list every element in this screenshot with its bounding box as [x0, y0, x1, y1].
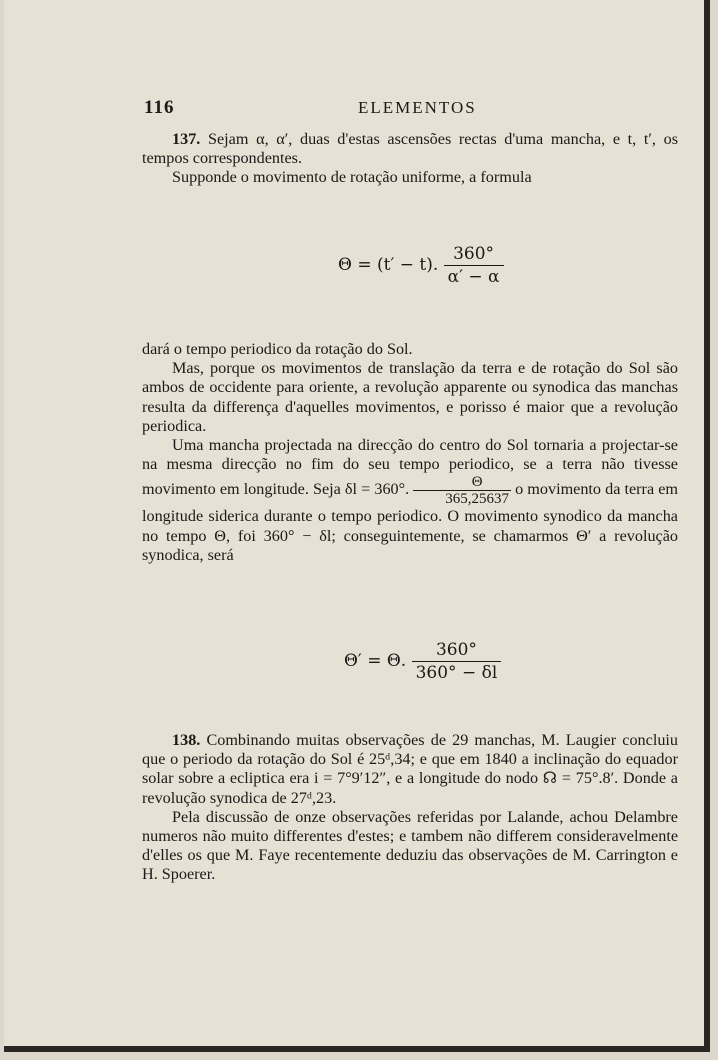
- section-137-body: [142, 340, 678, 565]
- formula-rotation-period: [338, 244, 504, 287]
- section-138: [142, 731, 678, 885]
- section-number: 138.: [172, 731, 201, 749]
- denominator: 365,25637: [413, 490, 511, 507]
- fraction: [444, 244, 504, 287]
- paragraph: Mas, porque os movimentos de translação da terra e de rotação do Sol são ambos de occidente para oriente, a revolução apparente ou synodica das manchas resulta da differença d'aquelles movimentos, e porisso é maior que a revolução periodica.: [142, 359, 678, 435]
- text: Sejam α, α′, duas d'estas ascensões rectas d'uma mancha, e t, t′, os tempos correspondentes.: [142, 130, 678, 168]
- paragraph: [142, 130, 678, 168]
- text: Uma mancha projectada na direcção do centro do Sol tornaria a projectar-se na mesma direcção no fim do seu tempo periodico, se a terra não tivesse movimento em longitude. Seja δl = 360°.: [142, 436, 678, 499]
- paragraph: dará o tempo periodico da rotação do Sol.: [142, 340, 413, 358]
- denominator: α′ − α: [444, 265, 504, 287]
- paragraph: Supponde o movimento de rotação uniforme, a formula: [172, 168, 532, 187]
- page-number: 116: [144, 97, 175, 118]
- numerator: 360°: [435, 640, 477, 660]
- text: o movimento da terra em longitude siderica durante o tempo periodico. O movimento synodico da mancha no tempo Θ, foi 360° − δl; conseguintemente, se chamarmos Θ′ a revolução synodica, será: [142, 480, 678, 564]
- section-137-intro: [142, 130, 678, 188]
- paragraph: Pela discussão de onze observações referidas por Lalande, achou Delambre numeros não muito differentes d'estes; e tambem não differem consideravelmente d'elles os que M. Faye recentemente deduziu das observações de M. Carrington e H. Spoerer.: [142, 807, 678, 884]
- formula-lhs: Θ = (t′ − t).: [338, 255, 439, 275]
- text: Combinando muitas observações de 29 manchas, M. Laugier concluiu que o periodo da rotação do Sol é 25ᵈ,34; e que em 1840 a inclinação do equador solar sobre a ecliptica era i = 7°9′12″, e a longitude do nodo ☊ = 75°.8′. Donde a revolução synodica de 27ᵈ,23.: [142, 731, 678, 807]
- inline-fraction: [413, 474, 511, 507]
- fraction: [412, 640, 502, 683]
- paragraph: [142, 436, 678, 565]
- numerator: Θ: [471, 474, 483, 491]
- numerator: 360°: [453, 244, 495, 264]
- section-number: 137.: [172, 130, 201, 148]
- paragraph: [142, 731, 678, 808]
- running-header: ELEMENTOS: [358, 98, 477, 117]
- formula-lhs: Θ′ = Θ.: [344, 651, 407, 671]
- book-page: [4, 0, 710, 1052]
- denominator: 360° − δl: [412, 661, 502, 683]
- formula-synodic-revolution: [344, 640, 501, 683]
